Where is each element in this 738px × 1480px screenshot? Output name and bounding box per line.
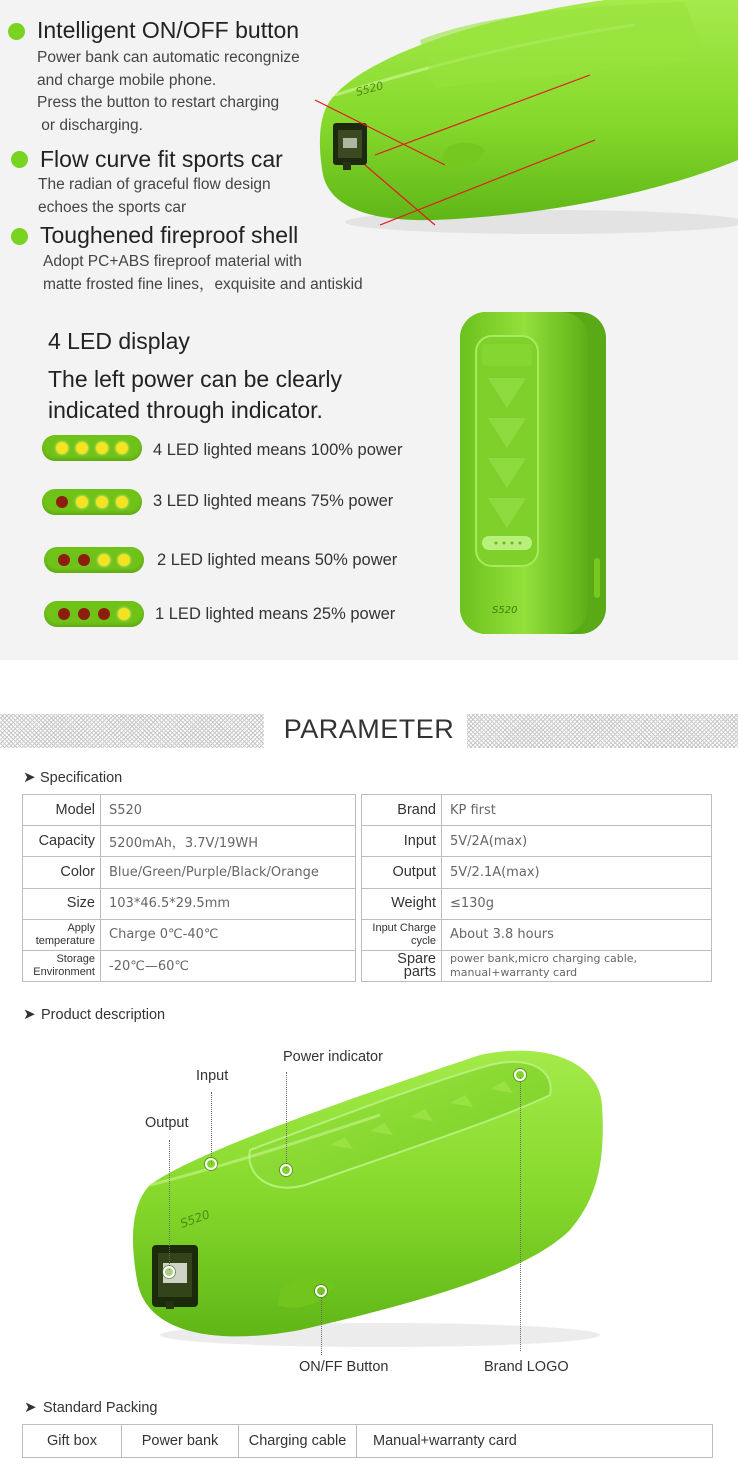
- spec-value: 5V/2.1A(max): [442, 857, 712, 888]
- table-row: [362, 888, 712, 919]
- table-row: [23, 826, 356, 857]
- led-caption: 2 LED lighted means 50% power: [157, 551, 398, 569]
- feature-description: [37, 47, 300, 137]
- callout-input: Input: [196, 1068, 229, 1084]
- packing-item: Power bank: [122, 1425, 239, 1458]
- led-on-icon: [76, 442, 88, 454]
- feature-line: or discharging.: [37, 116, 143, 134]
- led-subheading-line: indicated through indicator.: [48, 397, 323, 423]
- feature-line: Press the button to restart charging: [37, 94, 280, 111]
- table-row: [23, 857, 356, 888]
- power-indicator-marker: [280, 1164, 292, 1176]
- led-off-icon: [58, 554, 70, 566]
- led-on-icon: [98, 554, 110, 566]
- chevron-right-icon: ➤: [23, 769, 36, 786]
- spec-value: 5V/2A(max): [442, 826, 712, 857]
- led-on-icon: [116, 442, 128, 454]
- spec-key: Apply temperature: [23, 919, 101, 950]
- spec-key: Output: [362, 857, 442, 888]
- spec-value: S520: [101, 795, 356, 826]
- table-row: [23, 1425, 713, 1458]
- callout-line: [520, 1077, 521, 1351]
- device-brand-text: S520: [354, 79, 385, 99]
- table-row: [23, 795, 356, 826]
- chevron-right-icon: ➤: [23, 1006, 36, 1023]
- spec-key: Color: [23, 857, 101, 888]
- callout-line: [286, 1072, 287, 1170]
- table-row: [362, 950, 712, 981]
- power-bank-side-image: [305, 0, 738, 250]
- header-pattern-right: [467, 714, 738, 748]
- spec-table-left: [22, 794, 356, 982]
- led-caption: 3 LED lighted means 75% power: [153, 492, 394, 510]
- spec-key: Capacity: [23, 826, 101, 857]
- device-brand-text: S520: [178, 1207, 212, 1231]
- callout-power-indicator: Power indicator: [283, 1049, 383, 1065]
- led-indicator-4: [42, 435, 142, 461]
- device-brand-text: S520: [492, 605, 518, 616]
- feature-bullet-icon: [11, 151, 28, 168]
- parameter-title: PARAMETER: [283, 714, 455, 744]
- feature-bullet-icon: [11, 228, 28, 245]
- spec-value: power bank,micro charging cable, manual+warranty card: [442, 950, 712, 981]
- led-off-icon: [78, 608, 90, 620]
- spec-value: -20℃—60℃: [101, 950, 356, 981]
- spec-table-right: [361, 794, 712, 982]
- led-off-icon: [56, 496, 68, 508]
- power-bank-front-image: [452, 308, 612, 638]
- header-pattern-left: [0, 714, 264, 748]
- on-off-button-marker: [315, 1285, 327, 1297]
- led-on-icon: [96, 496, 108, 508]
- led-subheading-line: The left power can be clearly: [48, 366, 343, 392]
- led-on-icon: [116, 496, 128, 508]
- led-off-icon: [78, 554, 90, 566]
- spec-value: ≤130g: [442, 888, 712, 919]
- spec-key: Input Charge cycle: [362, 919, 442, 950]
- table-row: [23, 950, 356, 981]
- packing-item: Manual+warranty card: [357, 1425, 713, 1458]
- table-row: [362, 919, 712, 950]
- led-on-icon: [76, 496, 88, 508]
- product-description-label: Product description: [41, 1007, 166, 1023]
- feature-description: [38, 174, 271, 219]
- callout-line: [321, 1293, 322, 1355]
- feature-title: Flow curve fit sports car: [40, 146, 283, 172]
- led-on-icon: [56, 442, 68, 454]
- spec-value: Charge 0℃-40℃: [101, 919, 356, 950]
- spec-value: 103*46.5*29.5mm: [101, 888, 356, 919]
- packing-table: [22, 1424, 713, 1458]
- spec-value: About 3.8 hours: [442, 919, 712, 950]
- led-indicator-1: [44, 601, 144, 627]
- led-heading: 4 LED display: [48, 328, 190, 354]
- callout-line: [169, 1140, 170, 1270]
- table-row: [362, 857, 712, 888]
- feature-panel: [0, 0, 738, 660]
- table-row: [362, 795, 712, 826]
- feature-title: Intelligent ON/OFF button: [37, 17, 300, 43]
- spec-key: Input: [362, 826, 442, 857]
- led-on-icon: [96, 442, 108, 454]
- table-row: [23, 888, 356, 919]
- led-on-icon: [118, 608, 130, 620]
- spec-key: Size: [23, 888, 101, 919]
- feature-line: Adopt PC+ABS fireproof material with: [43, 253, 302, 270]
- feature-line: and charge mobile phone.: [37, 71, 217, 89]
- feature-title: Toughened fireproof shell: [40, 222, 299, 248]
- spec-value: 5200mAh，3.7V/19WH: [101, 826, 356, 857]
- feature-line: matte frosted fine lines，exquisite and antiskid: [43, 275, 363, 293]
- callout-line: [211, 1092, 212, 1164]
- feature-description: [43, 251, 363, 296]
- output-marker: [163, 1266, 175, 1278]
- spec-key: Brand: [362, 795, 442, 826]
- led-caption: 4 LED lighted means 100% power: [153, 441, 403, 459]
- led-indicator-3: [42, 489, 142, 515]
- packing-item: Charging cable: [239, 1425, 357, 1458]
- spec-value: Blue/Green/Purple/Black/Orange: [101, 857, 356, 888]
- chevron-right-icon: ➤: [24, 1399, 37, 1416]
- callout-on-off-button: ON/FF Button: [299, 1359, 389, 1375]
- spec-key: Spare parts: [362, 950, 442, 981]
- input-marker: [205, 1158, 217, 1170]
- led-off-icon: [58, 608, 70, 620]
- packing-item: Gift box: [23, 1425, 122, 1458]
- specification-label: Specification: [40, 770, 123, 786]
- spec-key: Model: [23, 795, 101, 826]
- spec-value: KP first: [442, 795, 712, 826]
- callout-output: Output: [145, 1115, 189, 1131]
- standard-packing-label: Standard Packing: [43, 1400, 158, 1416]
- led-subheading: [48, 364, 342, 426]
- callout-brand-logo: Brand LOGO: [484, 1359, 569, 1375]
- power-bank-product-image: [130, 1045, 610, 1350]
- feature-line: Power bank can automatic recongnize: [37, 49, 300, 66]
- feature-line: The radian of graceful flow design: [38, 176, 271, 193]
- table-row: [362, 826, 712, 857]
- led-off-icon: [98, 608, 110, 620]
- feature-line: echoes the sports car: [38, 198, 187, 216]
- spec-key: Weight: [362, 888, 442, 919]
- led-caption: 1 LED lighted means 25% power: [155, 605, 396, 623]
- led-on-icon: [118, 554, 130, 566]
- feature-bullet-icon: [8, 23, 25, 40]
- led-indicator-2: [44, 547, 144, 573]
- brand-logo-marker: [514, 1069, 526, 1081]
- table-row: [23, 919, 356, 950]
- spec-key: Storage Environment: [23, 950, 101, 981]
